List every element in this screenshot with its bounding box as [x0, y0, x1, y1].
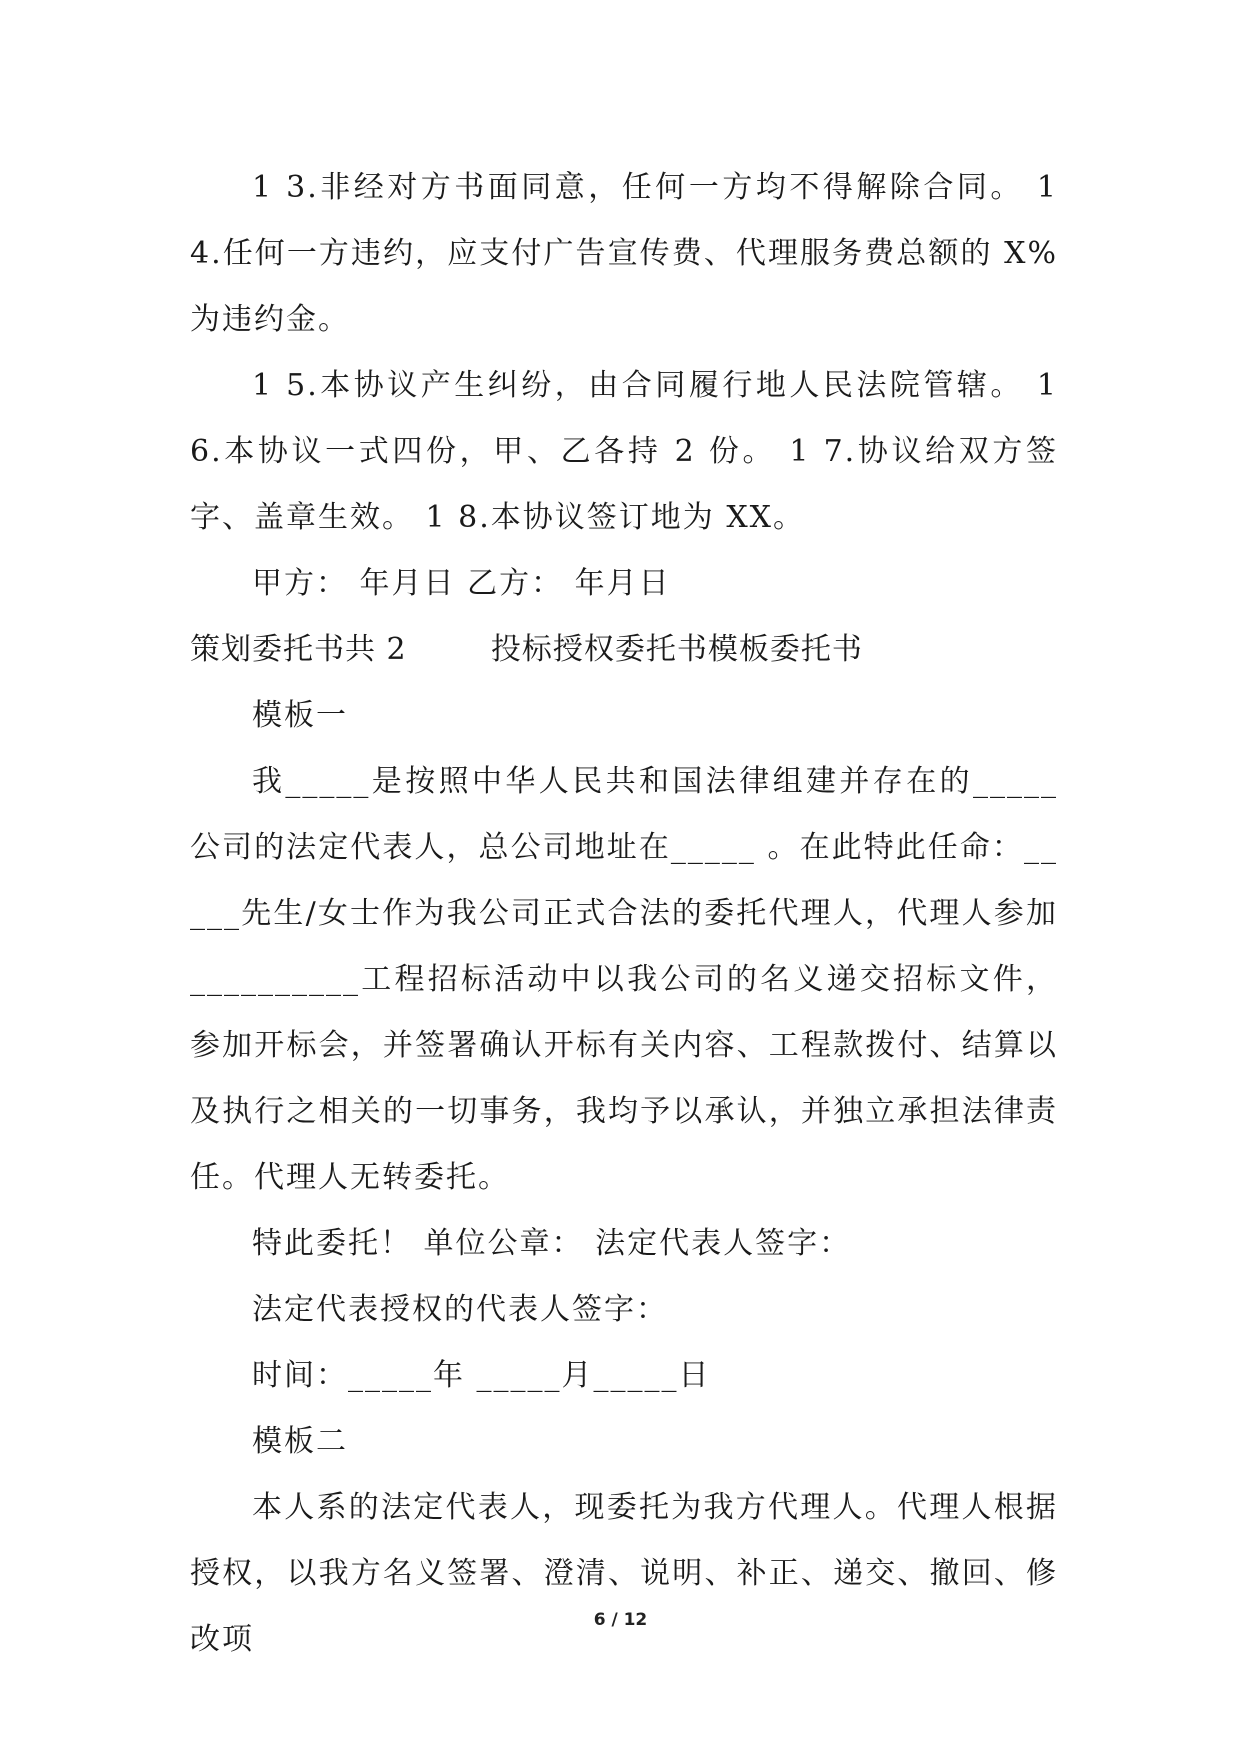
template-two-label: 模板二 — [252, 1424, 348, 1459]
template-one-paragraph: 我_____是按照中华人民共和国法律组建并存在的_____公司的法定代表人，总公司地址在_____ 。在此特此任命：_____先生/女士作为我公司正式合法的委托代理人，代理人参加__________工程招标活动中以我公司的名义递交招标文件，参加开标会，并签署确认开标有关内容、工程款拨付、结算以及执行之相关的一切事务，我均予以承认，并独立承担法律责任。代理人无转委托。 — [190, 764, 1058, 1195]
paragraph-clauses-15-18: 1 5.本协议产生纠纷，由合同履行地人民法院管辖。 1 6.本协议一式四份，甲、乙各持 2 份。 1 7.协议给双方签字、盖章生效。 1 8.本协议签订地为 XX。 — [190, 368, 1058, 535]
template-one-signature-line: 特此委托！ 单位公章： 法定代表人签字： — [252, 1226, 852, 1261]
document-body — [190, 155, 1058, 1673]
template-one-authorized-line: 法定代表授权的代表人签字： — [252, 1292, 668, 1327]
page-number: 6 / 12 — [593, 1610, 648, 1630]
section-heading: 策划委托书共 2 投标授权委托书模板委托书 — [190, 632, 863, 667]
template-one-date-line: 时间：_____年 _____月_____日 — [252, 1358, 711, 1393]
paragraph-clauses-13-14: 1 3.非经对方书面同意，任何一方均不得解除合同。 1 4.任何一方违约，应支付广告宣传费、代理服务费总额的 X%为违约金。 — [190, 170, 1058, 337]
party-signature-line: 甲方： 年月日 乙方： 年月日 — [252, 566, 671, 601]
template-one-label: 模板一 — [252, 698, 348, 733]
template-two-paragraph: 本人系的法定代表人，现委托为我方代理人。代理人根据授权，以我方名义签署、澄清、说明、补正、递交、撤回、修改项 — [190, 1490, 1058, 1657]
